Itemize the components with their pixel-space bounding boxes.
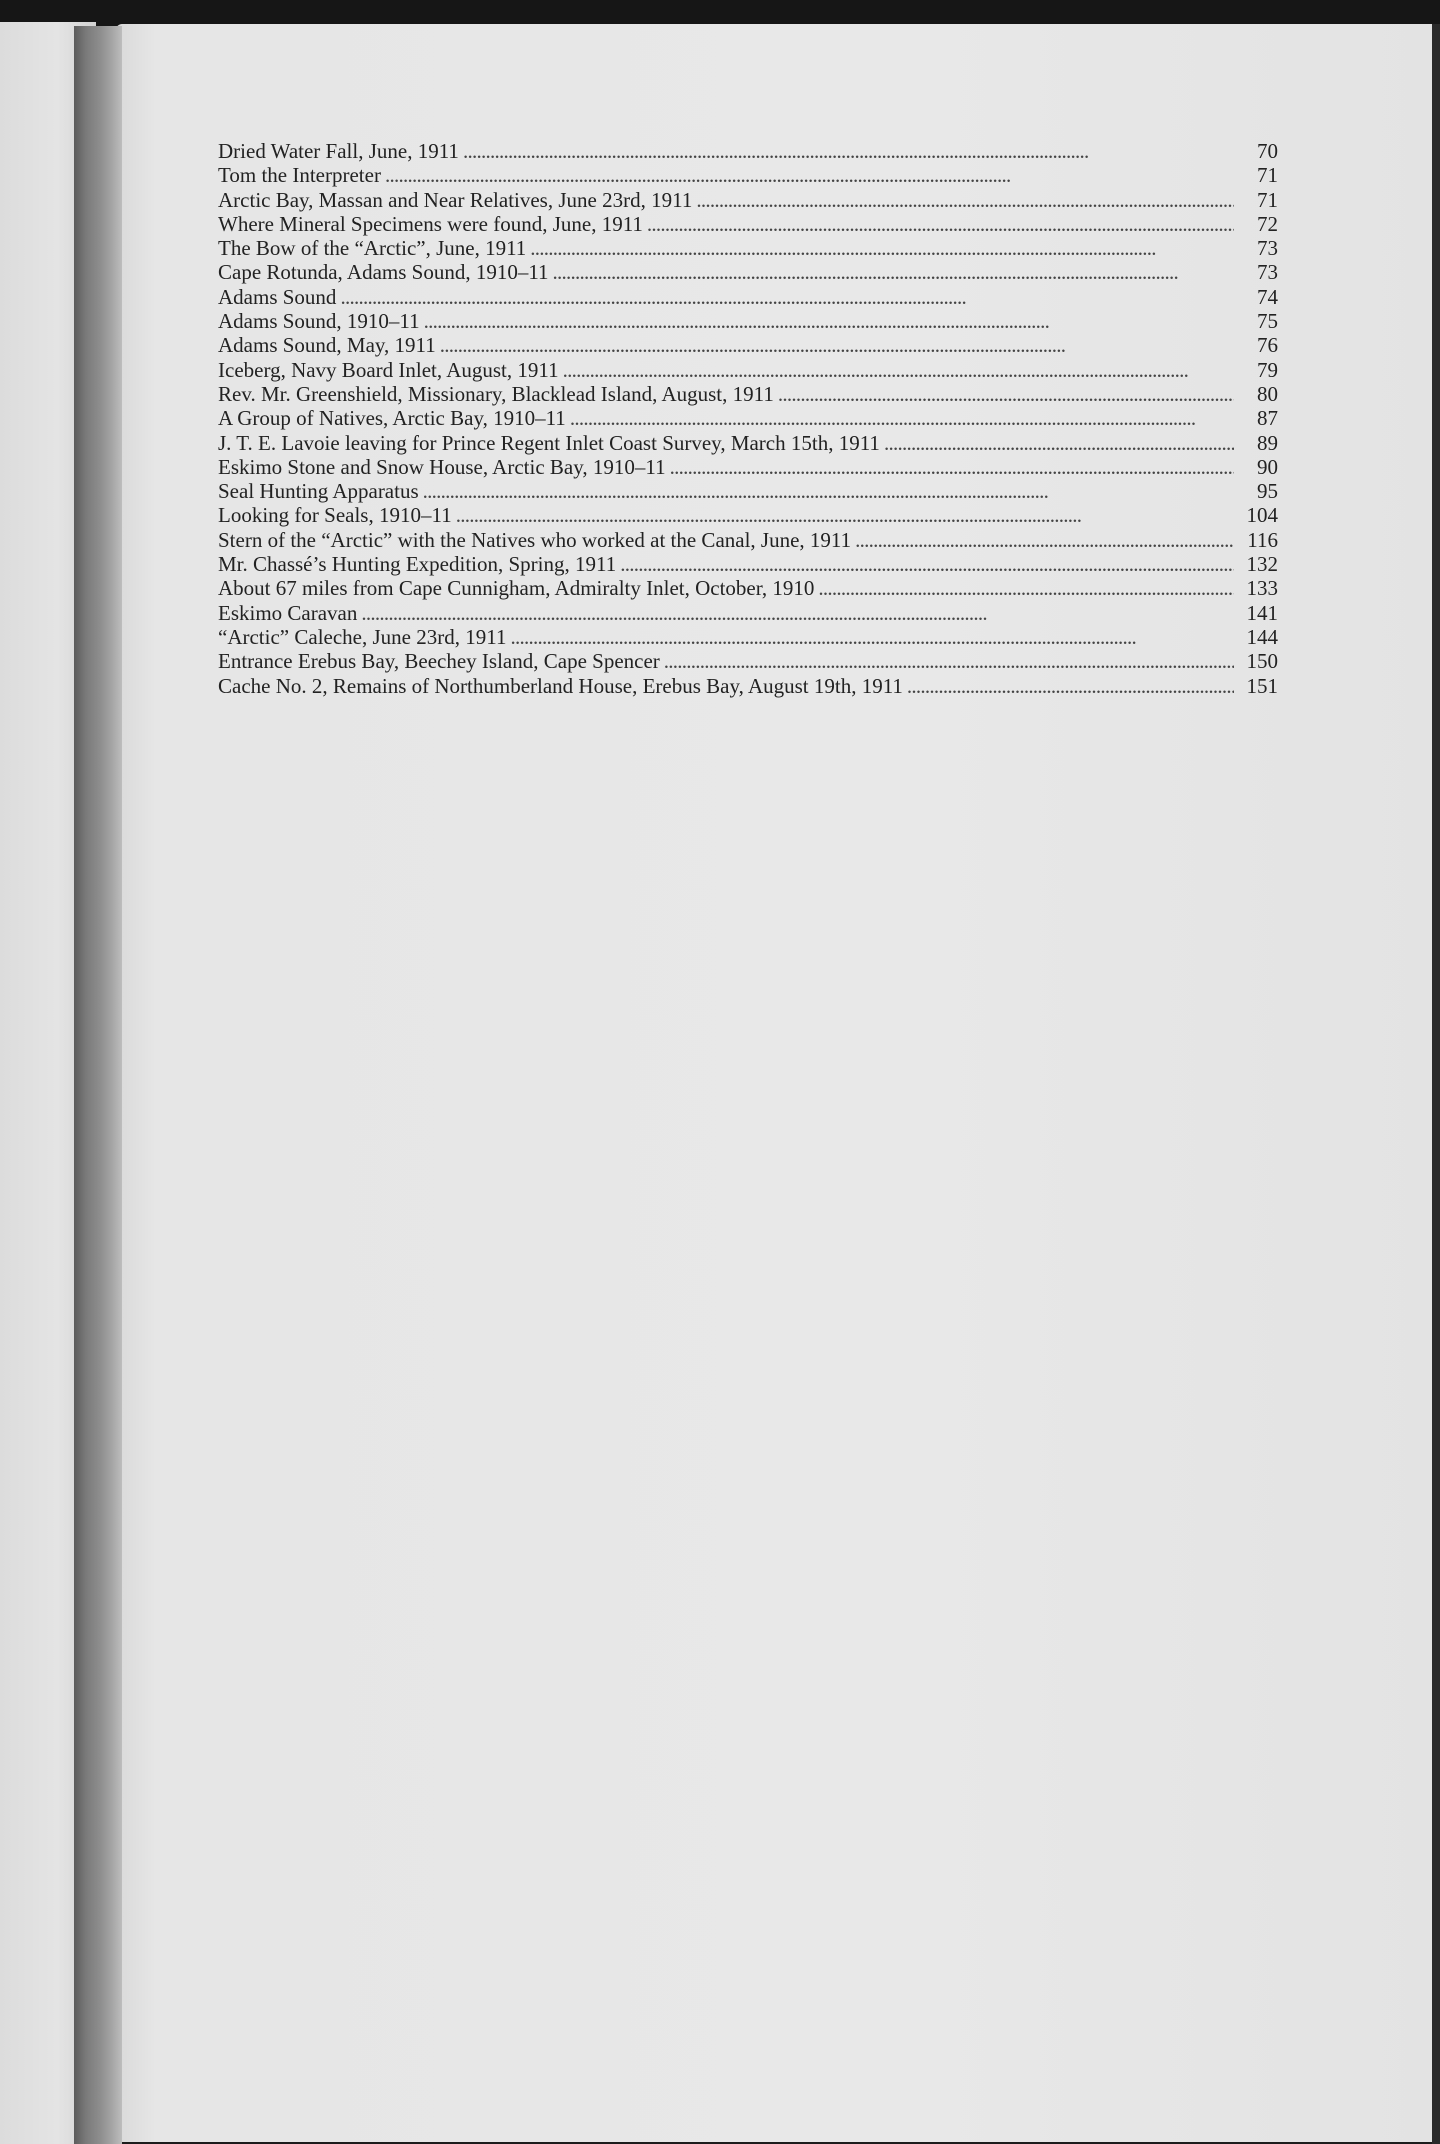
- dot-leader: [361, 601, 1234, 625]
- toc-entry-title: “Arctic” Caleche, June 23rd, 1911: [218, 624, 507, 649]
- toc-entry-page: 72: [1257, 211, 1278, 236]
- dot-leader: [340, 285, 1234, 309]
- toc-entry: [218, 625, 1278, 649]
- toc-entry-page: 74: [1257, 284, 1278, 309]
- toc-entry-title: Cache No. 2, Remains of Northumberland House, Erebus Bay, August 19th, 1911: [218, 673, 903, 698]
- toc-entry: [218, 431, 1278, 455]
- toc-entry: [218, 674, 1278, 698]
- toc-entry-title: Arctic Bay, Massan and Near Relatives, June 23rd, 1911: [218, 187, 693, 212]
- toc-entry-page: 73: [1257, 236, 1278, 261]
- toc-entry: [218, 455, 1278, 479]
- dot-leader: [424, 309, 1234, 333]
- toc-entry-title: The Bow of the “Arctic”, June, 1911: [218, 236, 527, 261]
- toc-entry: [218, 236, 1278, 260]
- dot-leader: [696, 188, 1234, 212]
- toc-entry-page: 95: [1257, 479, 1278, 504]
- dot-leader: [884, 431, 1234, 455]
- toc-entry-page: 90: [1257, 454, 1278, 479]
- toc-entry: [218, 528, 1278, 552]
- dot-leader: [385, 163, 1234, 187]
- toc-entry: [218, 601, 1278, 625]
- toc-entry-page: 116: [1247, 527, 1278, 552]
- toc-entry: [218, 188, 1278, 212]
- toc-entry: [218, 139, 1278, 163]
- toc-entry-title: Tom the Interpreter: [218, 163, 381, 188]
- toc-entry: [218, 479, 1278, 503]
- toc-entry-title: Entrance Erebus Bay, Beechey Island, Cape Spencer: [218, 649, 660, 674]
- toc-entry-page: 151: [1246, 673, 1278, 698]
- toc-entry-title: Cape Rotunda, Adams Sound, 1910–11: [218, 260, 549, 285]
- toc-entry: [218, 358, 1278, 382]
- toc-entry-title: Eskimo Stone and Snow House, Arctic Bay, 1910–11: [218, 454, 666, 479]
- toc-entry-title: Where Mineral Specimens were found, June, 1911: [218, 211, 643, 236]
- scan-right-border: [1432, 24, 1440, 2144]
- scan-top-border: [0, 0, 1440, 26]
- toc-entry: [218, 503, 1278, 527]
- toc-entry-title: J. T. E. Lavoie leaving for Prince Regent Inlet Coast Survey, March 15th, 1911: [218, 430, 880, 455]
- toc-entry-title: Iceberg, Navy Board Inlet, August, 1911: [218, 357, 559, 382]
- toc-entry-page: 104: [1246, 503, 1278, 528]
- dot-leader: [463, 139, 1234, 163]
- toc-entry: [218, 382, 1278, 406]
- dot-leader: [510, 625, 1234, 649]
- dot-leader: [907, 674, 1234, 698]
- toc-entry-page: 89: [1257, 430, 1278, 455]
- dot-leader: [563, 358, 1234, 382]
- toc-entry: [218, 406, 1278, 430]
- dot-leader: [855, 528, 1234, 552]
- toc-entry: [218, 576, 1278, 600]
- dot-leader: [647, 212, 1234, 236]
- toc-entry-title: Seal Hunting Apparatus: [218, 479, 419, 504]
- toc-entry: [218, 333, 1278, 357]
- dot-leader: [553, 260, 1234, 284]
- toc-entry-page: 141: [1246, 600, 1278, 625]
- dot-leader: [670, 455, 1234, 479]
- toc-entry-page: 71: [1257, 163, 1278, 188]
- toc-entry-page: 133: [1246, 576, 1278, 601]
- toc-entry: [218, 649, 1278, 673]
- toc-entry-page: 150: [1246, 649, 1278, 674]
- toc-entry-title: Adams Sound: [218, 284, 337, 309]
- dot-leader: [778, 382, 1234, 406]
- toc-entry-page: 73: [1257, 260, 1278, 285]
- toc-entry: [218, 552, 1278, 576]
- toc-entry-page: 71: [1257, 187, 1278, 212]
- dot-leader: [423, 479, 1234, 503]
- toc-entry-page: 80: [1257, 381, 1278, 406]
- dot-leader: [570, 406, 1234, 430]
- toc-entry: [218, 260, 1278, 284]
- toc-entry-page: 70: [1257, 139, 1278, 163]
- toc-entry-page: 87: [1257, 406, 1278, 431]
- toc-entry-title: Adams Sound, May, 1911: [218, 333, 436, 358]
- toc-entry-title: Rev. Mr. Greenshield, Missionary, Blacklead Island, August, 1911: [218, 381, 774, 406]
- dot-leader: [440, 333, 1234, 357]
- toc-entry-title: Stern of the “Arctic” with the Natives who worked at the Canal, June, 1911: [218, 527, 852, 552]
- toc-entry-title: Eskimo Caravan: [218, 600, 358, 625]
- dot-leader: [818, 576, 1234, 600]
- toc-entry-title: Adams Sound, 1910–11: [218, 309, 420, 334]
- toc-entry-title: A Group of Natives, Arctic Bay, 1910–11: [218, 406, 566, 431]
- toc-entry-page: 79: [1257, 357, 1278, 382]
- toc-entry-title: Mr. Chassé’s Hunting Expedition, Spring, 1911: [218, 552, 617, 577]
- dot-leader: [664, 649, 1234, 673]
- toc-entry: [218, 163, 1278, 187]
- toc-entry: [218, 285, 1278, 309]
- dot-leader: [456, 503, 1234, 527]
- toc-entry-page: 144: [1246, 624, 1278, 649]
- toc-entry-page: 75: [1257, 309, 1278, 334]
- toc-entry: [218, 212, 1278, 236]
- toc-entry-title: Looking for Seals, 1910–11: [218, 503, 452, 528]
- book-gutter: [74, 26, 122, 2144]
- toc-entry-page: 76: [1257, 333, 1278, 358]
- list-of-illustrations: [218, 139, 1278, 698]
- dot-leader: [620, 552, 1234, 576]
- toc-entry: [218, 309, 1278, 333]
- toc-entry-title: About 67 miles from Cape Cunnigham, Admiralty Inlet, October, 1910: [218, 576, 815, 601]
- dot-leader: [530, 236, 1234, 260]
- toc-entry-title: Dried Water Fall, June, 1911: [218, 139, 459, 163]
- toc-entry-page: 132: [1246, 552, 1278, 577]
